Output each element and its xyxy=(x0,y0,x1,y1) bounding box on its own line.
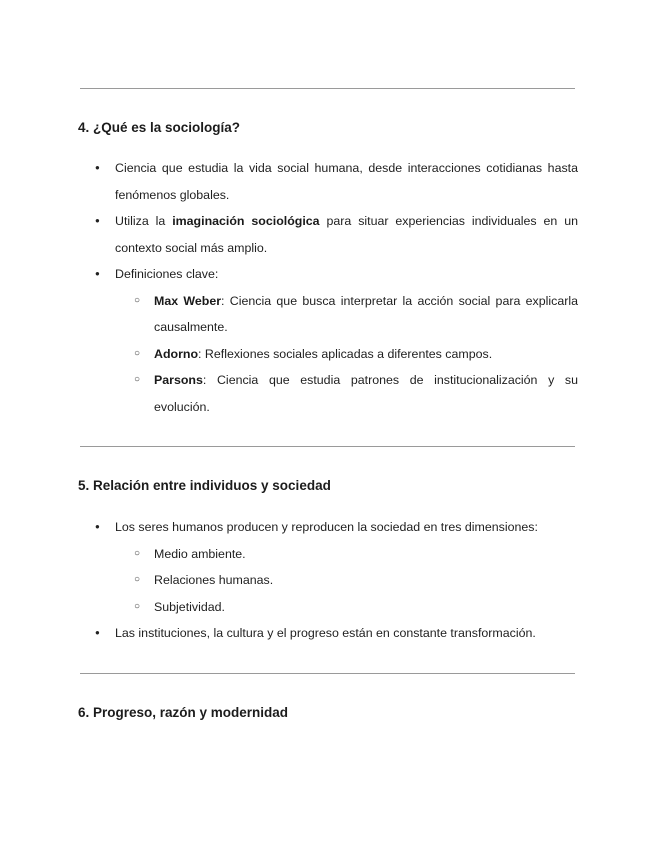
item-text: Ciencia que estudia la vida social humana, desde interacciones cotidianas hasta fenómenos globales. xyxy=(115,161,578,202)
section-6-title: 6. Progreso, razón y modernidad xyxy=(78,705,289,720)
dimension-item: ○ Medio ambiente. xyxy=(154,541,578,568)
definition-author: Parsons xyxy=(154,373,203,387)
definition-item: ○ Adorno: Reflexiones sociales aplicadas a diferentes campos. xyxy=(154,341,578,368)
definition-item: ○ Max Weber: Ciencia que busca interpretar la acción social para explicarla causalmente. xyxy=(154,288,578,341)
section-5-title: 5. Relación entre individuos y sociedad xyxy=(78,478,331,493)
list-item: ● Las instituciones, la cultura y el progreso están en constante transformación. xyxy=(115,620,578,647)
list-item xyxy=(115,155,578,208)
list-item: ● Los seres humanos producen y reproducen la sociedad en tres dimensiones: ○ Medio ambiente. ○ Relaciones humanas. ○ Subjetividad. xyxy=(115,514,578,620)
dimension-item: ○ Relaciones humanas. xyxy=(154,567,578,594)
list-item: ● Utiliza la imaginación sociológica para situar experiencias individuales en un contexto social más amplio. xyxy=(115,208,578,261)
list-item: ● Definiciones clave: ○ Max Weber: Ciencia que busca interpretar la acción social para explicarla causalmente. ○ Adorno: Reflexiones sociales aplicadas a diferentes campos. ○ Parsons: Ciencia que estudia patrones de institucionalización y su evolución. xyxy=(115,261,578,420)
divider-top xyxy=(80,88,575,89)
divider-middle xyxy=(80,446,575,447)
bold-term: imaginación sociológica xyxy=(172,214,320,228)
dimension-item: ○ Subjetividad. xyxy=(154,594,578,621)
definition-item: ○ Parsons: Ciencia que estudia patrones de institucionalización y su evolución. xyxy=(154,367,578,420)
section-4-list xyxy=(115,155,578,420)
dimensions-list xyxy=(154,541,578,621)
divider-bottom xyxy=(80,673,575,674)
section-5-list xyxy=(115,514,578,647)
definition-author: Adorno xyxy=(154,346,199,361)
definition-author: Max Weber xyxy=(154,293,222,308)
definitions-list xyxy=(154,288,578,421)
section-4-title: 4. ¿Qué es la sociología? xyxy=(78,120,241,135)
